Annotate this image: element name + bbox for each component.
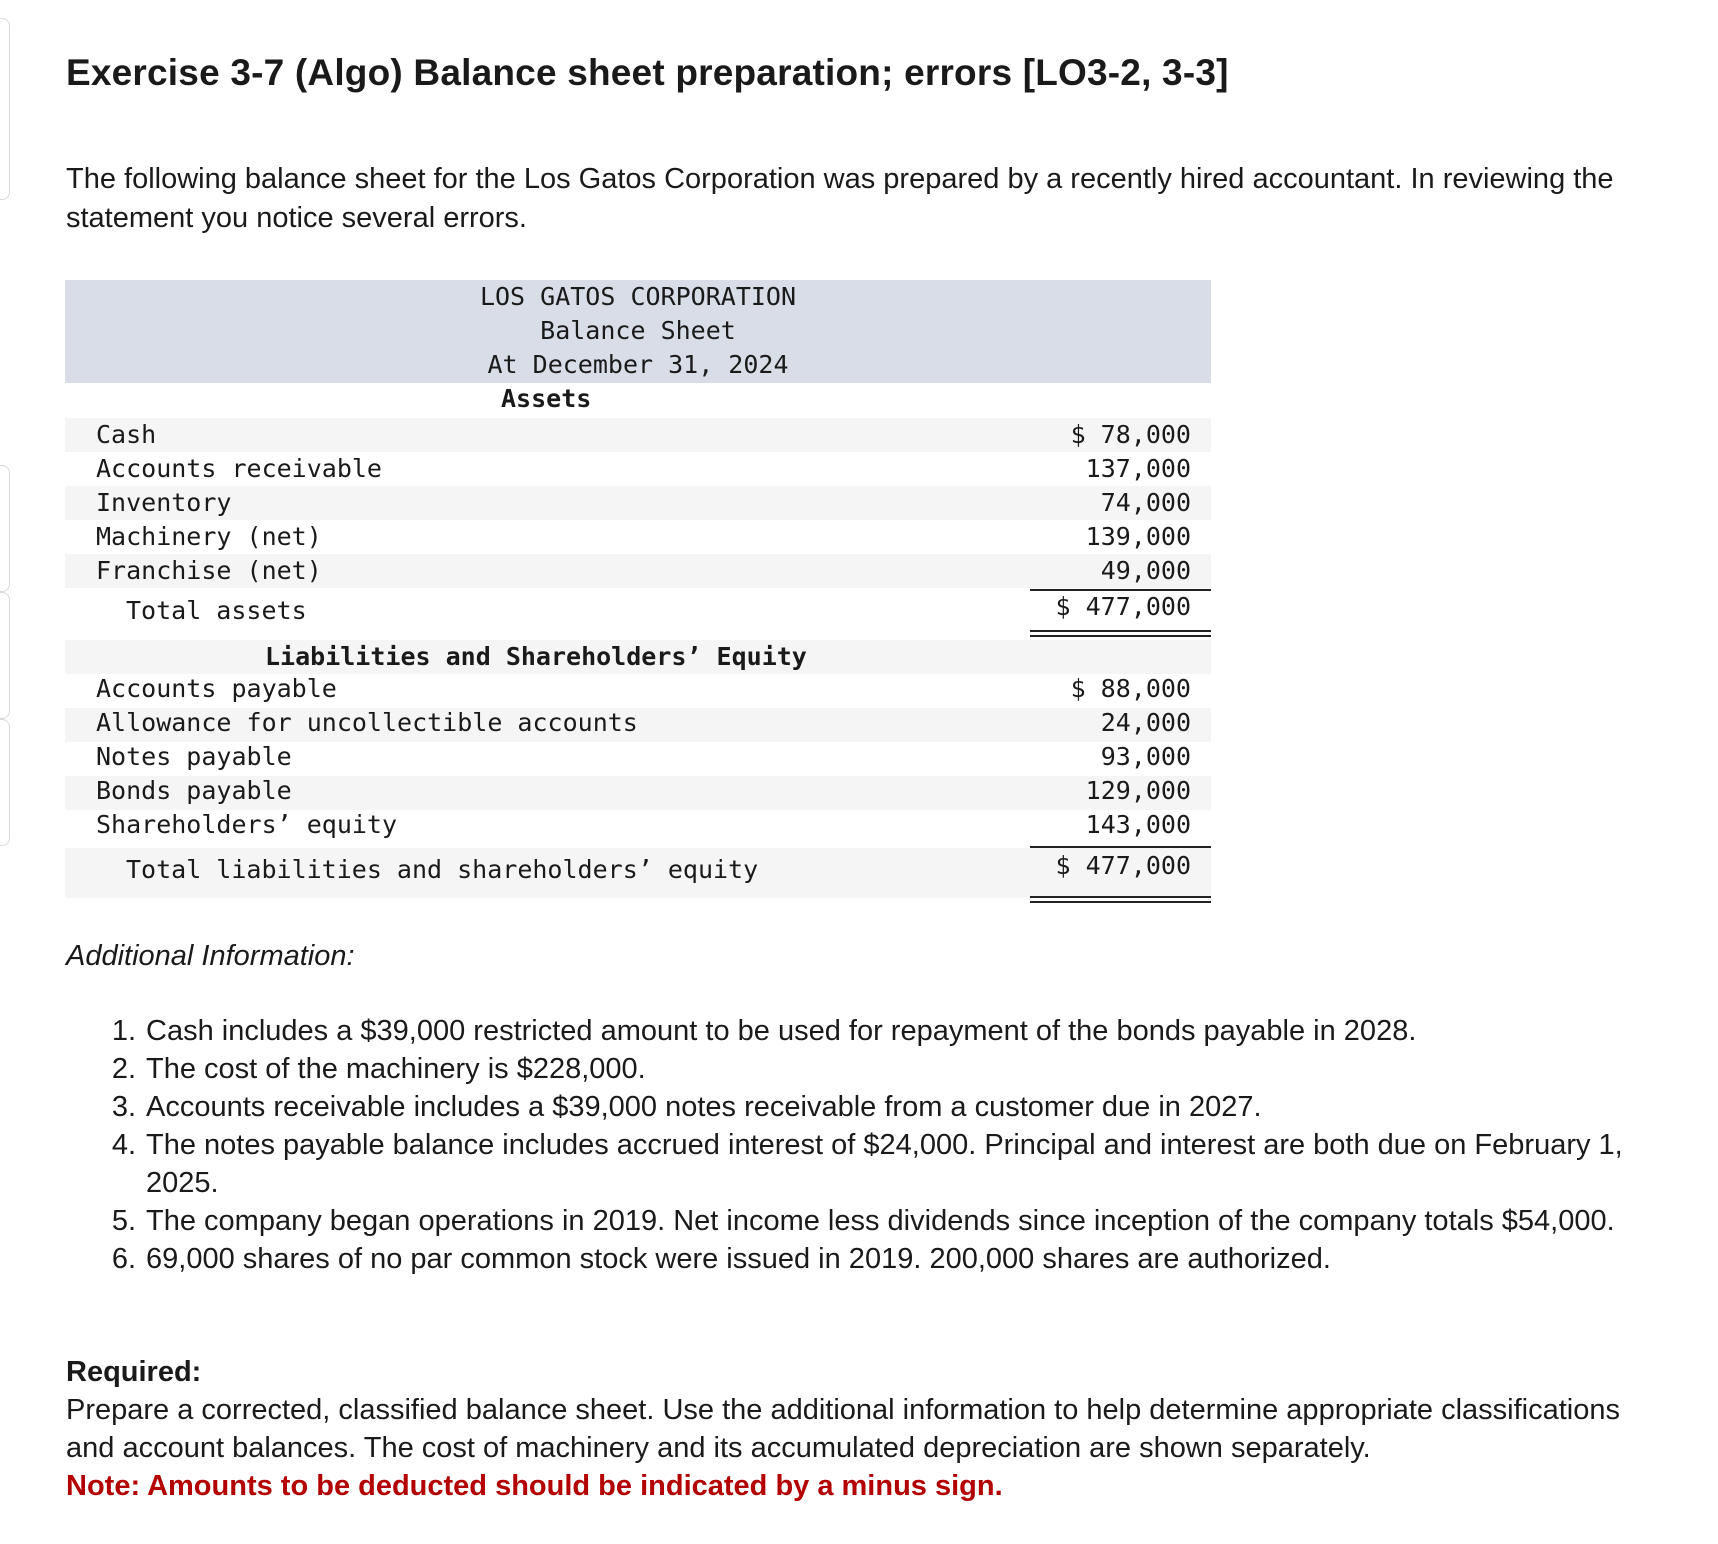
required-text: Prepare a corrected, classified balance sheet. Use the additional information to help determine appropriate classifications and account balances. The cost of machinery and its accumulated depreciation are shown separately. (66, 1394, 1620, 1464)
required-section (66, 1353, 1646, 1505)
table-row (65, 452, 1211, 486)
table-row (65, 486, 1211, 520)
assets-heading: Assets (501, 384, 592, 413)
table-row (65, 708, 1211, 742)
row-amount: 143,000 (1085, 810, 1191, 839)
item-number: 1. (111, 1015, 136, 1047)
row-label: Franchise (net) (96, 556, 322, 585)
side-tab (0, 18, 10, 200)
row-label: Notes payable (96, 742, 292, 771)
list-item (100, 1240, 1660, 1278)
side-tab (0, 465, 10, 592)
row-label: Bonds payable (96, 776, 292, 805)
row-amount: 49,000 (1100, 556, 1191, 585)
total-assets-amount: $ 477,000 (1055, 592, 1191, 621)
row-label: Accounts receivable (96, 454, 382, 483)
subtotal-rule (1030, 589, 1211, 591)
row-label: Shareholders’ equity (96, 810, 398, 839)
table-row (65, 742, 1211, 776)
statement-name: Balance Sheet (540, 316, 736, 345)
total-double-rule (1030, 896, 1211, 903)
table-row-total (65, 848, 1211, 898)
row-amount: $ 88,000 (1070, 674, 1191, 703)
table-row (65, 554, 1211, 588)
intro-text: The following balance sheet for the Los Gatos Corporation was prepared by a recently hired accountant. In reviewing the statement you notice several errors. (66, 163, 1614, 234)
row-amount: 74,000 (1100, 488, 1191, 517)
list-item (100, 1088, 1660, 1126)
row-label: Allowance for uncollectible accounts (96, 708, 638, 737)
row-amount: 129,000 (1085, 776, 1191, 805)
additional-info-list (100, 1012, 1660, 1278)
additional-info-heading: Additional Information: (66, 940, 355, 972)
row-amount: $ 78,000 (1070, 420, 1191, 449)
item-number: 3. (111, 1091, 136, 1123)
item-number: 2. (111, 1053, 136, 1085)
balance-sheet-table (65, 280, 1211, 904)
row-amount: 93,000 (1100, 742, 1191, 771)
table-row (65, 640, 1211, 674)
page-title: Exercise 3-7 (Algo) Balance sheet preparation; errors [LO3-2, 3-3] (66, 52, 1229, 93)
table-row (65, 776, 1211, 810)
row-label: Cash (96, 420, 157, 449)
total-liabilities-label: Total liabilities and shareholders’ equity (126, 855, 759, 884)
item-text: Cash includes a $39,000 restricted amount to be used for repayment of the bonds payable in 2028. (146, 1015, 1417, 1047)
deduction-note: Note: Amounts to be deducted should be indicated by a minus sign. (66, 1470, 1003, 1502)
table-row (65, 674, 1211, 708)
item-text: The notes payable balance includes accrued interest of $24,000. Principal and interest are both due on February 1, 2025. (146, 1129, 1623, 1199)
item-number: 6. (111, 1243, 136, 1275)
table-row (65, 418, 1211, 452)
side-tab (0, 719, 10, 846)
item-text: 69,000 shares of no par common stock were issued in 2019. 200,000 shares are authorized. (146, 1243, 1331, 1275)
table-row (65, 520, 1211, 554)
total-liabilities-amount: $ 477,000 (1055, 851, 1191, 880)
total-double-rule (1030, 630, 1211, 637)
statement-date: At December 31, 2024 (487, 350, 789, 379)
table-row-total (65, 594, 1211, 628)
table-row (65, 810, 1211, 844)
item-number: 5. (111, 1205, 136, 1237)
row-label: Inventory (96, 488, 232, 517)
item-text: Accounts receivable includes a $39,000 notes receivable from a customer due in 2027. (146, 1091, 1262, 1123)
item-text: The cost of the machinery is $228,000. (146, 1053, 646, 1085)
item-text: The company began operations in 2019. Net income less dividends since inception of the company totals $54,000. (146, 1205, 1615, 1237)
row-amount: 139,000 (1085, 522, 1191, 551)
row-label: Accounts payable (96, 674, 337, 703)
total-assets-label: Total assets (126, 596, 307, 625)
list-item (100, 1126, 1660, 1202)
liabilities-heading: Liabilities and Shareholders’ Equity (265, 642, 807, 671)
list-item (100, 1050, 1660, 1088)
row-amount: 137,000 (1085, 454, 1191, 483)
row-label: Machinery (net) (96, 522, 322, 551)
side-tab (0, 592, 10, 719)
item-number: 4. (111, 1129, 136, 1161)
row-amount: 24,000 (1100, 708, 1191, 737)
list-item (100, 1202, 1660, 1240)
required-heading: Required: (66, 1356, 202, 1388)
company-name: LOS GATOS CORPORATION (479, 282, 797, 311)
list-item (100, 1012, 1660, 1050)
